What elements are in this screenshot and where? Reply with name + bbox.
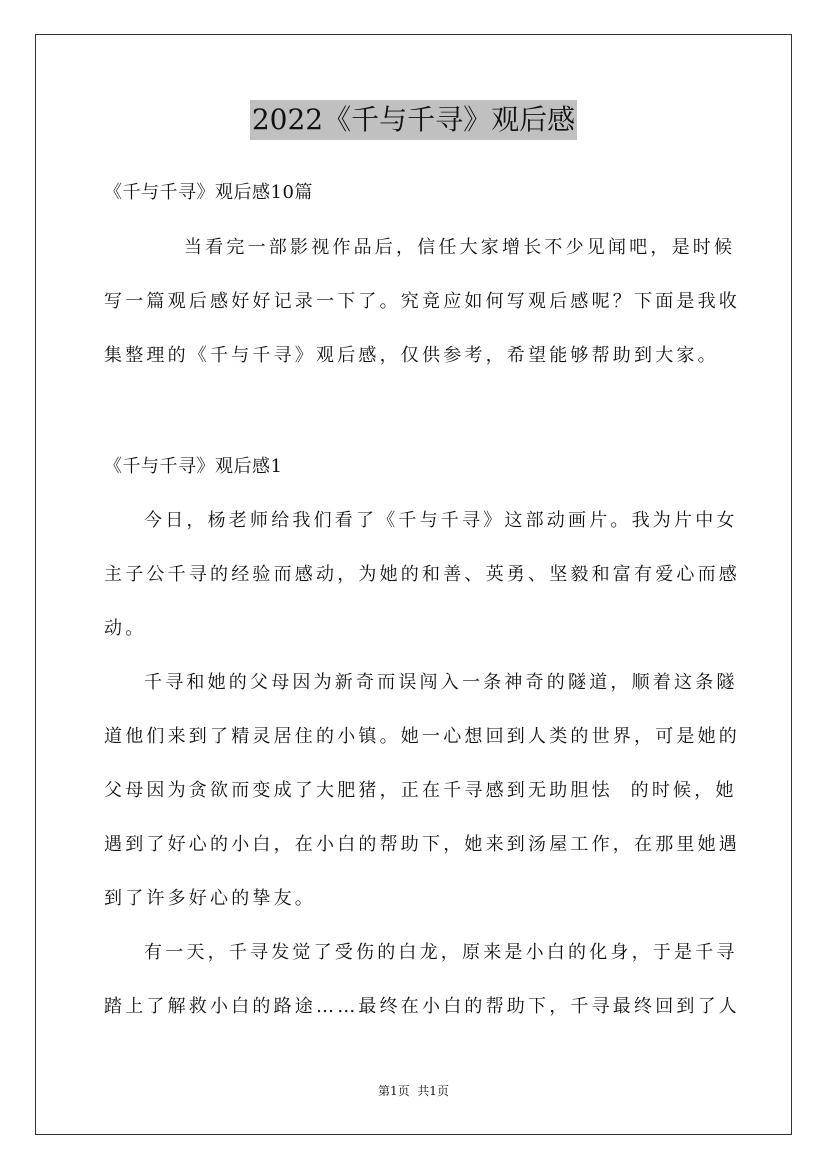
paragraph3-line-2: 踏上了解救小白的路途……最终在小白的帮助下，千寻最终回到了人 (104, 996, 740, 1017)
section-heading: 《千与千寻》观后感1 (104, 456, 283, 477)
intro-line-1: 当看完一部影视作品后，信任大家增长不少见闻吧，是时候 (184, 237, 736, 258)
page-footer: 第1页 共1页 (378, 1084, 449, 1098)
paragraph1-line-2: 主子公千寻的经验而感动，为她的和善、英勇、坚毅和富有爱心而感 (104, 564, 740, 585)
document-title: 2022《千与千寻》观后感 (250, 100, 577, 140)
document-subtitle: 《千与千寻》观后感10篇 (104, 182, 313, 203)
paragraph1-line-3: 动。 (104, 618, 147, 639)
title-container (0, 100, 827, 140)
paragraph3-line-1: 有一天，千寻发觉了受伤的白龙，原来是小白的化身，于是千寻 (144, 942, 738, 963)
intro-line-3: 集整理的《千与千寻》观后感，仅供参考，希望能够帮助到大家。 (104, 345, 719, 366)
paragraph2-line-5: 到了许多好心的挚友。 (104, 888, 316, 909)
paragraph2-line-4: 遇到了好心的小白，在小白的帮助下，她来到汤屋工作，在那里她遇 (104, 834, 740, 855)
paragraph2-line-1: 千寻和她的父母因为新奇而误闯入一条神奇的隧道，顺着这条隧 (144, 672, 738, 693)
paragraph2-line-2: 道他们来到了精灵居住的小镇。她一心想回到人类的世界，可是她的 (104, 726, 740, 747)
paragraph2-line-3: 父母因为贪欲而变成了大肥猪，正在千寻感到无助胆怯 的时候，她 (104, 780, 737, 801)
intro-line-2: 写一篇观后感好好记录一下了。究竟应如何写观后感呢？下面是我收 (104, 291, 740, 312)
paragraph1-line-1: 今日，杨老师给我们看了《千与千寻》这部动画片。我为片中女 (144, 510, 738, 531)
